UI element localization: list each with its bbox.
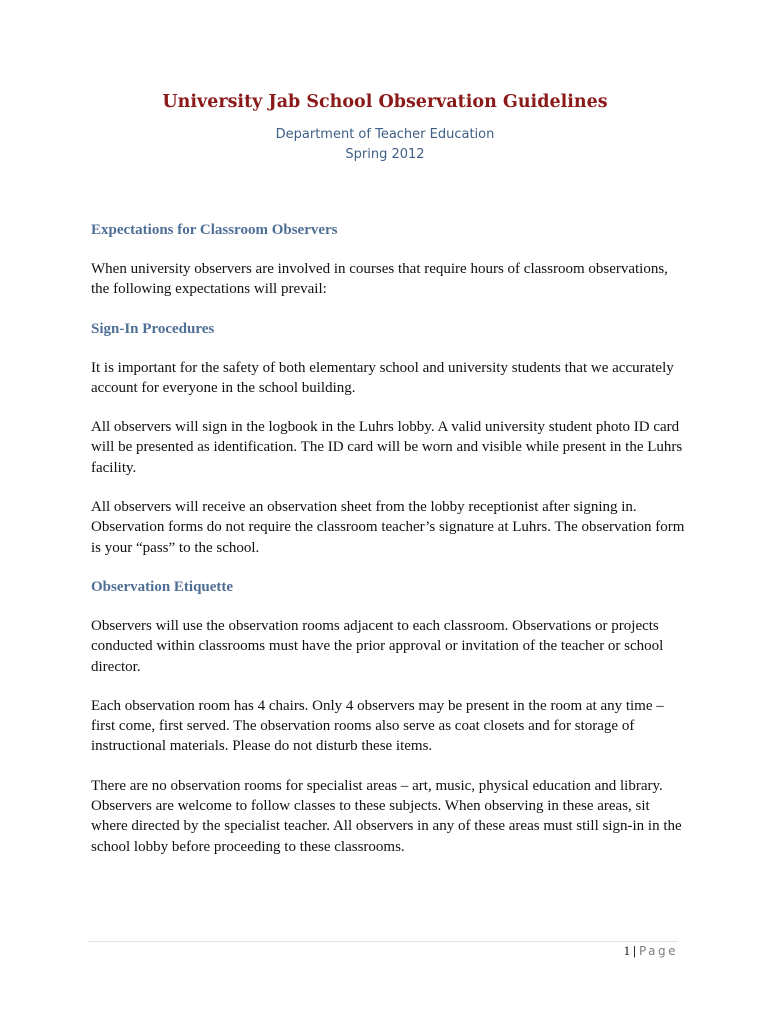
heading-expectations: Expectations for Classroom Observers (91, 222, 338, 238)
footer-divider (88, 941, 678, 942)
paragraph-etiquette-1: Observers will use the observation rooms adjacent to each classroom. Observations or projects conducted within classrooms must have the prior approval or invitation of the teacher or school director. (91, 617, 664, 675)
paragraph-signin-1: It is important for the safety of both elementary school and university students that we accurately account for everyone in the school building. (91, 359, 674, 396)
page-label: Page (638, 944, 678, 958)
document-body (91, 220, 687, 857)
document-title: University Jab School Observation Guidelines (162, 92, 608, 112)
paragraph-signin-2: All observers will sign in the logbook in the Luhrs lobby. A valid university student photo ID card will be presented as identification. The ID card will be worn and visible while present in the Luhrs facility. (91, 419, 683, 476)
paragraph-expectations-1: When university observers are involved in courses that require hours of classroom observations, the following expectations will prevail: (91, 261, 668, 298)
page-footer (624, 943, 678, 959)
paragraph-etiquette-2: Each observation room has 4 chairs. Only 4 observers may be present in the room at any time – first come, first served. The observation rooms also serve as coat closets and for storage of instructional materials. Please do not disturb these items. (91, 697, 664, 755)
heading-signin: Sign-In Procedures (91, 320, 215, 337)
page-number: 1 (623, 943, 631, 958)
heading-etiquette: Observation Etiquette (91, 578, 234, 595)
department-subtitle: Department of Teacher Education (275, 127, 495, 142)
paragraph-signin-3: All observers will receive an observation sheet from the lobby receptionist after signing in. Observation forms do not require the classroom teacher’s signature at Luhrs. The observation form is your “pass” to the school. (91, 499, 685, 556)
term-subtitle: Spring 2012 (345, 147, 425, 162)
paragraph-etiquette-3: There are no observation rooms for specialist areas – art, music, physical education and library. Observers are welcome to follow classes to these subjects. When observing in these areas, sit where directed by the specialist teacher. All observers in any of these areas must still sign-in in the school lobby before proceeding to these classrooms. (91, 777, 682, 855)
footer-separator: | (633, 943, 636, 958)
